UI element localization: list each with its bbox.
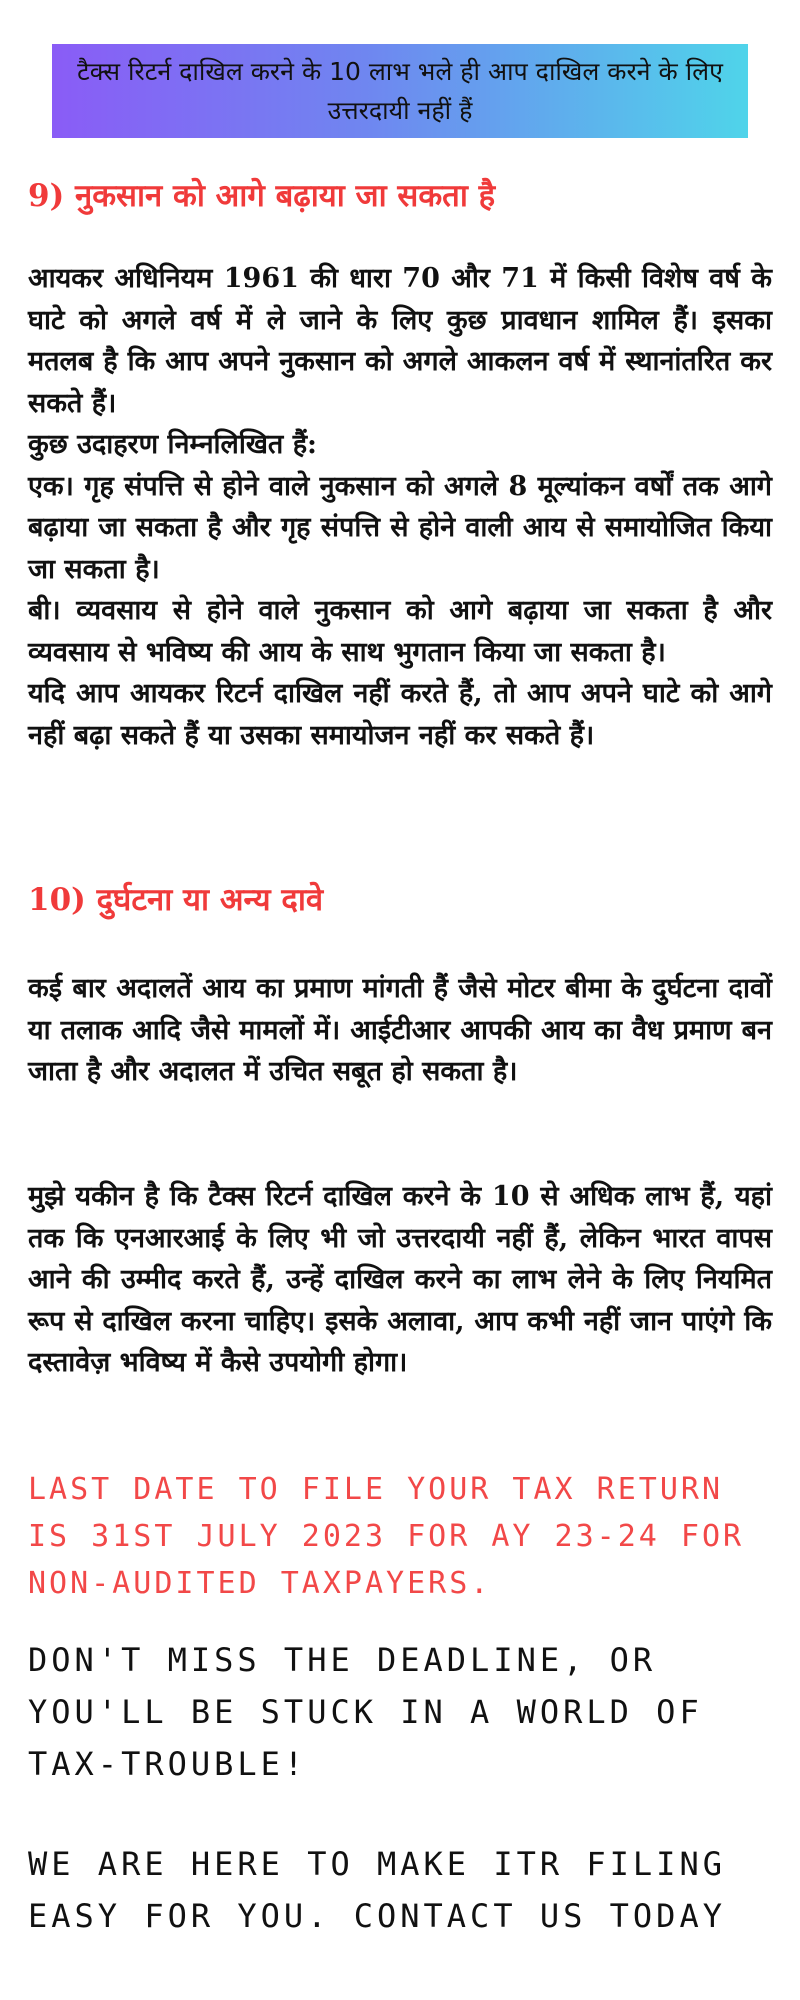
section-9-paragraph-conclusion: यदि आप आयकर रिटर्न दाखिल नहीं करते हैं, तो आप अपने घाटे को आगे नहीं बढ़ा सकते हैं या उसका समायोजन नहीं कर सकते हैं। — [28, 678, 772, 751]
section-10-paragraph: कई बार अदालतें आय का प्रमाण मांगती हैं जैसे मोटर बीमा के दुर्घटना दावों या तलाक आदि जैसे मामलों में। आईटीआर आपकी आय का वैध प्रमाण बन जाता है और अदालत में उचित सबूत हो सकता है। — [28, 973, 772, 1087]
section-10-heading: 10) दुर्घटना या अन्य दावे — [28, 882, 324, 918]
section-9-paragraph-intro: आयकर अधिनियम 1961 की धारा 70 और 71 में किसी विशेष वर्ष के घाटे को अगले वर्ष में ले जाने के लिए कुछ प्रावधान शामिल हैं। इसका मतलब है कि आप अपने नुकसान को अगले आकलन वर्ष में स्थानांतरित कर सकते हैं। — [28, 263, 772, 419]
section-9-body — [28, 258, 772, 756]
title-banner — [52, 44, 748, 138]
section-9-paragraph-example-a: एक। गृह संपत्ति से होने वाले नुकसान को अगले 8 मूल्यांकन वर्षों तक आगे बढ़ाया जा सकता है और गृह संपत्ति से होने वाली आय से समायोजित किया जा सकता है। — [28, 470, 772, 585]
contact-call-to-action: WE ARE HERE TO MAKE ITR FILING EASY FOR YOU. CONTACT US TODAY — [28, 1845, 726, 1935]
section-9-paragraph-examples-label: कुछ उदाहरण निम्नलिखित हैं: — [28, 429, 318, 460]
deadline-notice: LAST DATE TO FILE YOUR TAX RETURN IS 31ST JULY 2023 FOR AY 23-24 FOR NON-AUDITED TAXPAYERS. — [28, 1472, 745, 1601]
section-9-paragraph-example-b: बी। व्यवसाय से होने वाले नुकसान को आगे बढ़ाया जा सकता है और व्यवसाय से भविष्य की आय के साथ भुगतान किया जा सकता है। — [28, 595, 772, 668]
closing-paragraph: मुझे यकीन है कि टैक्स रिटर्न दाखिल करने के 10 से अधिक लाभ हैं, यहां तक कि एनआरआई के लिए भी जो उत्तरदायी नहीं हैं, लेकिन भारत वापस आने की उम्मीद करते हैं, उन्हें दाखिल करने का लाभ लेने के लिए नियमित रूप से दाखिल करना चाहिए। इसके अलावा, आप कभी नहीं जान पाएंगे कि दस्तावेज़ भविष्य में कैसे उपयोगी होगा। — [28, 1181, 772, 1378]
section-10-body — [28, 968, 772, 1093]
banner-title: टैक्स रिटर्न दाखिल करने के 10 लाभ भले ही आप दाखिल करने के लिए उत्तरदायी नहीं हैं — [77, 57, 723, 125]
section-9-heading: 9) नुकसान को आगे बढ़ाया जा सकता है — [28, 178, 496, 214]
deadline-warning: DON'T MISS THE DEADLINE, OR YOU'LL BE STUCK IN A WORLD OF TAX-TROUBLE! — [28, 1641, 703, 1783]
closing-body — [28, 1176, 772, 1384]
